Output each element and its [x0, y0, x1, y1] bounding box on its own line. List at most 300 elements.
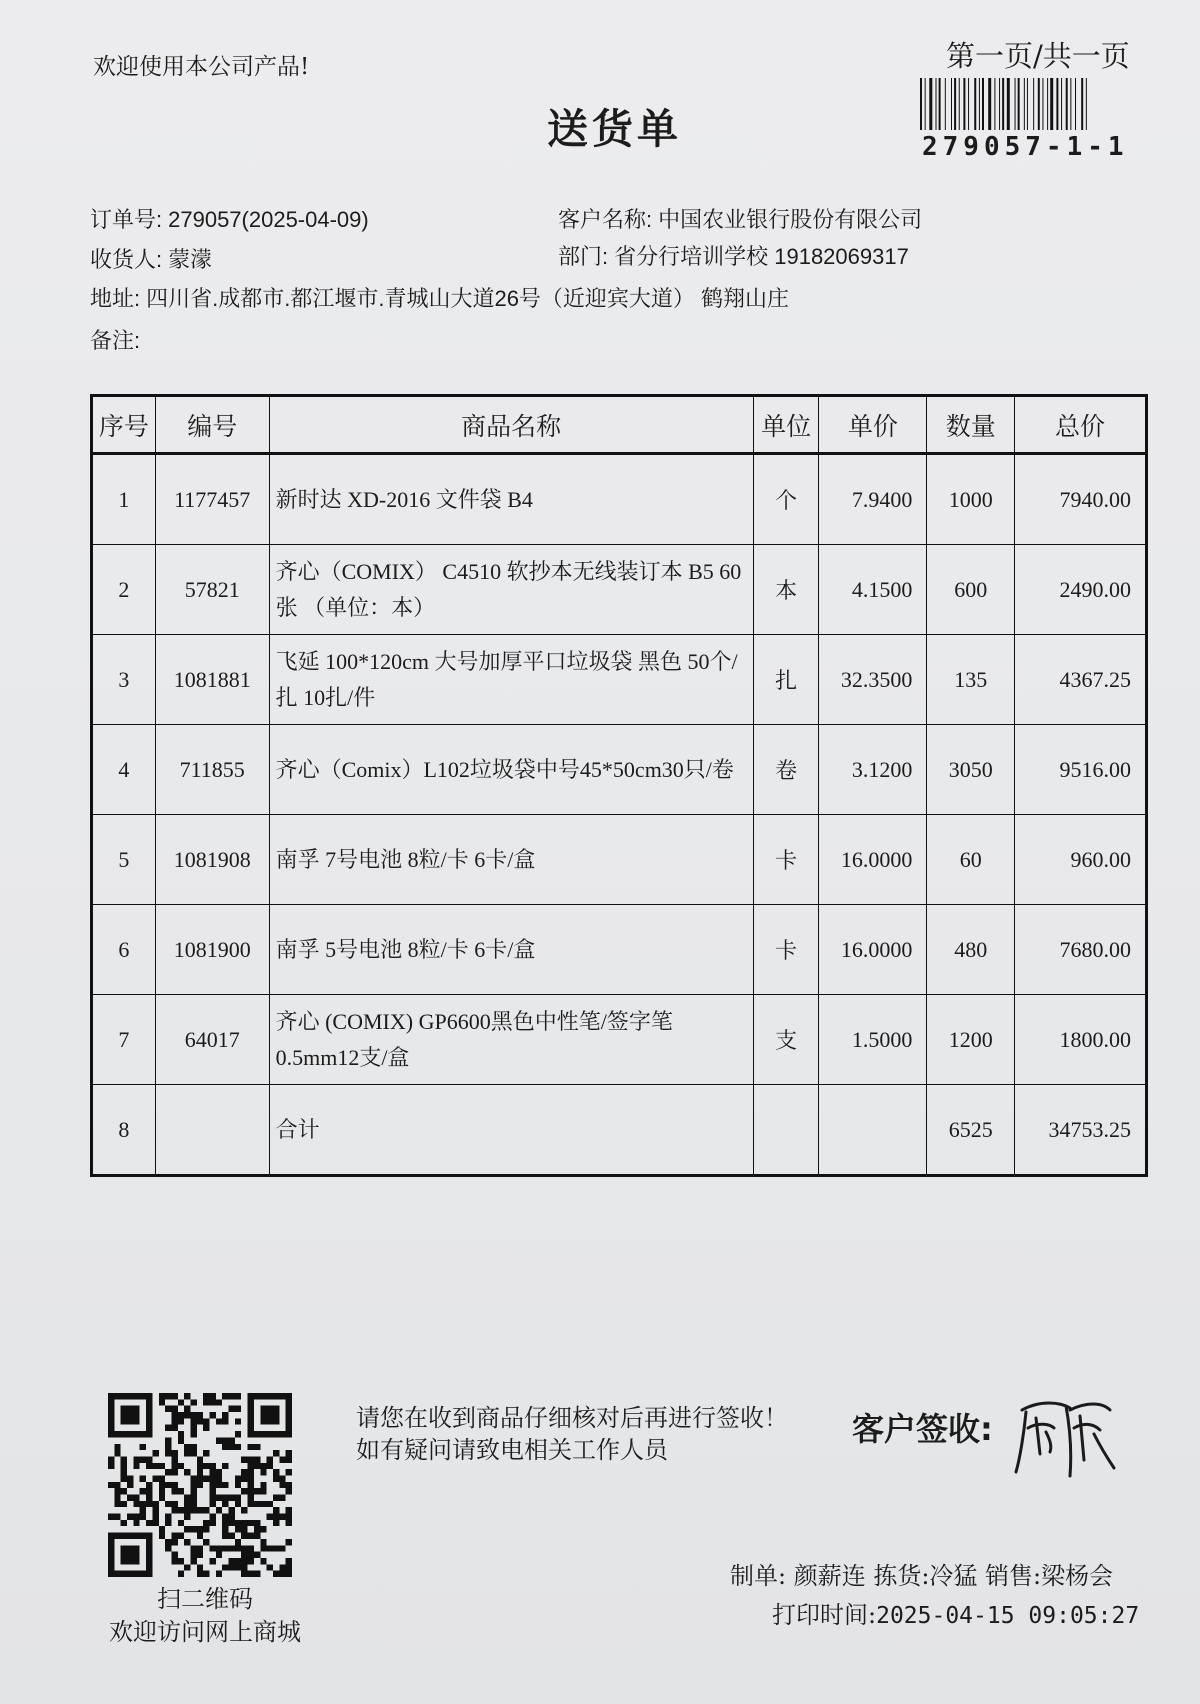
- qr-module: [146, 1533, 152, 1539]
- barcode-bar: [1024, 78, 1025, 130]
- staff-info: 制单: 颜薪连 拣货:冷猛 销售:梁杨会: [730, 1562, 1114, 1590]
- barcode-bar: [982, 78, 984, 130]
- col-header-code: 编号: [155, 396, 269, 454]
- cell-index: 8: [92, 1085, 156, 1176]
- qr-module: [146, 1463, 152, 1469]
- barcode-bar: [1038, 78, 1040, 130]
- qr-module: [222, 1393, 228, 1399]
- qr-module: [248, 1399, 254, 1405]
- qr-module: [273, 1393, 279, 1399]
- qr-module: [190, 1552, 196, 1558]
- qr-module: [216, 1571, 222, 1577]
- cell-unit-price: 16.0000: [819, 815, 927, 905]
- remark-label: 备注:: [90, 328, 141, 353]
- qr-module: [171, 1552, 177, 1558]
- qr-code: [108, 1393, 292, 1577]
- qr-module: [133, 1412, 139, 1418]
- cell-quantity: 135: [927, 635, 1015, 725]
- qr-module: [140, 1456, 146, 1462]
- qr-module: [114, 1571, 120, 1577]
- qr-module: [286, 1425, 292, 1431]
- cell-product: 飞延 100*120cm 大号加厚平口垃圾袋 黑色 50个/扎 10扎/件: [269, 635, 753, 725]
- qr-module: [222, 1501, 228, 1507]
- qr-module: [114, 1444, 120, 1450]
- qr-module: [108, 1514, 114, 1520]
- qr-module: [241, 1533, 247, 1539]
- table-total-row: [92, 1085, 1147, 1176]
- barcode-number: 279057-1-1: [922, 132, 1129, 162]
- qr-module: [267, 1545, 273, 1551]
- cell-index: 2: [92, 545, 156, 635]
- cell-product: 齐心（COMIX） C4510 软抄本无线装订本 B5 60张 （单位：本）: [269, 545, 753, 635]
- qr-module: [114, 1514, 120, 1520]
- qr-module: [152, 1501, 158, 1507]
- qr-module: [229, 1564, 235, 1570]
- qr-module: [203, 1475, 209, 1481]
- table-row: [92, 545, 1147, 635]
- cell-unit: 支: [753, 995, 819, 1085]
- qr-module: [121, 1488, 127, 1494]
- qr-module: [197, 1533, 203, 1539]
- qr-module: [133, 1558, 139, 1564]
- barcode-bar: [1007, 78, 1010, 130]
- qr-module: [146, 1558, 152, 1564]
- qr-module: [197, 1526, 203, 1532]
- qr-module: [267, 1463, 273, 1469]
- cell-unit: 卡: [753, 905, 819, 995]
- qr-module: [178, 1412, 184, 1418]
- qr-module: [286, 1558, 292, 1564]
- qr-module: [260, 1469, 266, 1475]
- qr-module: [260, 1406, 266, 1412]
- qr-module: [171, 1412, 177, 1418]
- qr-module: [273, 1475, 279, 1481]
- barcode-bar: [936, 78, 937, 130]
- qr-module: [108, 1482, 114, 1488]
- qr-module: [146, 1539, 152, 1545]
- barcode-bar: [1075, 78, 1076, 130]
- qr-module: [108, 1456, 114, 1462]
- qr-module: [146, 1488, 152, 1494]
- print-time-value: 2025-04-15 09:05:27: [876, 1603, 1140, 1629]
- barcode-bar: [1061, 78, 1062, 130]
- qr-module: [248, 1533, 254, 1539]
- qr-module: [184, 1514, 190, 1520]
- qr-module: [146, 1501, 152, 1507]
- barcode-bar: [920, 78, 922, 130]
- items-table: [90, 394, 1148, 1177]
- qr-module: [197, 1463, 203, 1469]
- page-indicator: 第一页/共一页: [946, 39, 1130, 73]
- qr-module: [121, 1393, 127, 1399]
- qr-module: [165, 1501, 171, 1507]
- qr-module: [267, 1456, 273, 1462]
- col-header-unit: 单位: [753, 396, 819, 454]
- qr-module: [286, 1564, 292, 1570]
- qr-module: [210, 1488, 216, 1494]
- qr-module: [216, 1399, 222, 1405]
- barcode-bar: [1027, 78, 1028, 130]
- qr-module: [203, 1526, 209, 1532]
- barcode-bar: [968, 78, 969, 130]
- barcode-bar: [999, 78, 1000, 130]
- barcode-bar: [954, 78, 956, 130]
- qr-module: [133, 1514, 139, 1520]
- qr-module: [127, 1393, 133, 1399]
- qr-module: [197, 1564, 203, 1570]
- cell-unit: 扎: [753, 635, 819, 725]
- qr-module: [273, 1431, 279, 1437]
- barcode-bar: [1070, 78, 1071, 130]
- qr-module: [184, 1539, 190, 1545]
- qr-module: [222, 1482, 228, 1488]
- qr-module: [171, 1418, 177, 1424]
- qr-module: [260, 1501, 266, 1507]
- qr-module: [235, 1501, 241, 1507]
- qr-module: [190, 1431, 196, 1437]
- qr-module: [108, 1545, 114, 1551]
- qr-module: [140, 1393, 146, 1399]
- qr-module: [190, 1545, 196, 1551]
- qr-module: [254, 1393, 260, 1399]
- qr-module: [146, 1406, 152, 1412]
- cell-code: [155, 1085, 269, 1176]
- qr-module: [254, 1552, 260, 1558]
- qr-caption: [100, 1583, 310, 1649]
- qr-module: [273, 1571, 279, 1577]
- qr-caption-line1: 扫二维码: [157, 1585, 253, 1613]
- qr-module: [260, 1558, 266, 1564]
- qr-module: [108, 1418, 114, 1424]
- qr-module: [210, 1520, 216, 1526]
- order-number-value: 279057(2025-04-09): [168, 207, 369, 232]
- table-row: [92, 815, 1147, 905]
- qr-module: [241, 1564, 247, 1570]
- qr-module: [279, 1545, 285, 1551]
- qr-module: [248, 1463, 254, 1469]
- cell-total-label: 合计: [269, 1085, 753, 1176]
- qr-module: [127, 1533, 133, 1539]
- qr-module: [203, 1463, 209, 1469]
- qr-module: [121, 1558, 127, 1564]
- barcode-bar: [1086, 78, 1087, 130]
- print-time-label: 打印时间:: [772, 1601, 877, 1629]
- cell-quantity: 600: [927, 545, 1015, 635]
- qr-module: [241, 1552, 247, 1558]
- qr-module: [146, 1418, 152, 1424]
- cell-unit-price: 16.0000: [819, 905, 927, 995]
- qr-module: [146, 1393, 152, 1399]
- qr-module: [108, 1399, 114, 1405]
- qr-module: [178, 1437, 184, 1443]
- qr-module: [260, 1482, 266, 1488]
- qr-module: [140, 1571, 146, 1577]
- qr-module: [241, 1488, 247, 1494]
- qr-module: [108, 1552, 114, 1558]
- qr-module: [127, 1514, 133, 1520]
- barcode-bar: [1050, 78, 1053, 130]
- receiver-label: 收货人:: [90, 247, 163, 272]
- qr-module: [235, 1418, 241, 1424]
- cell-unit-price: 7.9400: [819, 454, 927, 545]
- qr-module: [108, 1406, 114, 1412]
- qr-module: [146, 1431, 152, 1437]
- qr-module: [165, 1393, 171, 1399]
- qr-module: [171, 1501, 177, 1507]
- qr-module: [133, 1393, 139, 1399]
- qr-module: [133, 1418, 139, 1424]
- qr-module: [248, 1488, 254, 1494]
- customer-signature-label: 客户签收:: [852, 1410, 993, 1448]
- qr-module: [190, 1412, 196, 1418]
- qr-module: [133, 1495, 139, 1501]
- qr-module: [235, 1520, 241, 1526]
- qr-module: [286, 1431, 292, 1437]
- qr-module: [114, 1450, 120, 1456]
- receiver-value: 蒙濛: [168, 247, 213, 272]
- qr-module: [197, 1545, 203, 1551]
- qr-module: [121, 1533, 127, 1539]
- qr-module: [127, 1406, 133, 1412]
- qr-module: [210, 1469, 216, 1475]
- qr-module: [248, 1431, 254, 1437]
- barcode-bar: [939, 78, 941, 130]
- qr-module: [260, 1545, 266, 1551]
- qr-module: [260, 1488, 266, 1494]
- qr-module: [248, 1444, 254, 1450]
- qr-module: [108, 1425, 114, 1431]
- cell-code: 1081881: [155, 635, 269, 725]
- qr-module: [279, 1564, 285, 1570]
- qr-module: [229, 1444, 235, 1450]
- qr-module: [203, 1425, 209, 1431]
- qr-module: [248, 1456, 254, 1462]
- qr-module: [197, 1412, 203, 1418]
- qr-module: [273, 1495, 279, 1501]
- barcode-bar: [974, 78, 976, 130]
- qr-module: [171, 1539, 177, 1545]
- cell-unit-price: 3.1200: [819, 725, 927, 815]
- qr-module: [222, 1463, 228, 1469]
- qr-module: [178, 1520, 184, 1526]
- receiver-field: [90, 243, 212, 274]
- barcode-bar: [1015, 78, 1016, 130]
- qr-module: [121, 1406, 127, 1412]
- qr-module: [216, 1437, 222, 1443]
- qr-module: [127, 1495, 133, 1501]
- qr-module: [222, 1412, 228, 1418]
- qr-module: [114, 1501, 120, 1507]
- qr-module: [140, 1533, 146, 1539]
- qr-module: [254, 1463, 260, 1469]
- cell-quantity: 3050: [927, 725, 1015, 815]
- qr-module: [273, 1406, 279, 1412]
- barcode-bar: [1002, 78, 1004, 130]
- qr-module: [267, 1418, 273, 1424]
- qr-module: [216, 1482, 222, 1488]
- department-label: 部门:: [558, 244, 609, 269]
- qr-module: [235, 1431, 241, 1437]
- qr-module: [210, 1393, 216, 1399]
- qr-module: [140, 1507, 146, 1513]
- qr-module: [152, 1520, 158, 1526]
- cell-total: 7940.00: [1015, 454, 1147, 545]
- qr-module: [216, 1545, 222, 1551]
- order-number-label: 订单号:: [90, 207, 163, 232]
- cell-unit-price: 4.1500: [819, 545, 927, 635]
- cell-unit: [753, 1085, 819, 1176]
- cell-unit: 卷: [753, 725, 819, 815]
- qr-module: [241, 1456, 247, 1462]
- qr-module: [184, 1495, 190, 1501]
- qr-module: [203, 1571, 209, 1577]
- qr-module: [127, 1552, 133, 1558]
- qr-module: [171, 1488, 177, 1494]
- qr-module: [267, 1564, 273, 1570]
- qr-module: [159, 1482, 165, 1488]
- qr-module: [248, 1418, 254, 1424]
- table-header-row: [92, 396, 1147, 454]
- cell-grand-total: 34753.25: [1015, 1085, 1147, 1176]
- qr-module: [190, 1399, 196, 1405]
- qr-module: [133, 1431, 139, 1437]
- welcome-text: 欢迎使用本公司产品!: [93, 54, 310, 80]
- address-value: 四川省.成都市.都江堰市.青城山大道26号（近迎宾大道） 鹤翔山庄: [146, 286, 790, 311]
- qr-module: [222, 1444, 228, 1450]
- cell-code: 57821: [155, 545, 269, 635]
- customer-field: [558, 203, 922, 234]
- qr-module: [184, 1507, 190, 1513]
- department-value: 省分行培训学校 19182069317: [614, 244, 909, 269]
- qr-module: [254, 1444, 260, 1450]
- barcode-bar: [1042, 78, 1043, 130]
- cell-quantity: 1200: [927, 995, 1015, 1085]
- qr-module: [216, 1475, 222, 1481]
- qr-module: [197, 1418, 203, 1424]
- cell-code: 1081908: [155, 815, 269, 905]
- barcode-bar: [951, 78, 952, 130]
- qr-module: [241, 1571, 247, 1577]
- qr-module: [171, 1450, 177, 1456]
- qr-module: [267, 1431, 273, 1437]
- barcode-bar: [1047, 78, 1048, 130]
- customer-value: 中国农业银行股份有限公司: [658, 207, 923, 232]
- cell-unit: 卡: [753, 815, 819, 905]
- qr-module: [222, 1545, 228, 1551]
- qr-module: [248, 1425, 254, 1431]
- qr-module: [222, 1520, 228, 1526]
- qr-module: [222, 1564, 228, 1570]
- qr-module: [260, 1418, 266, 1424]
- qr-module: [190, 1488, 196, 1494]
- qr-module: [229, 1520, 235, 1526]
- qr-module: [165, 1482, 171, 1488]
- qr-module: [171, 1463, 177, 1469]
- qr-module: [121, 1469, 127, 1475]
- qr-module: [114, 1488, 120, 1494]
- qr-module: [248, 1520, 254, 1526]
- qr-module: [140, 1444, 146, 1450]
- qr-module: [241, 1526, 247, 1532]
- qr-module: [216, 1469, 222, 1475]
- qr-module: [254, 1488, 260, 1494]
- qr-module: [121, 1418, 127, 1424]
- qr-module: [171, 1507, 177, 1513]
- customer-label: 客户名称:: [558, 207, 653, 232]
- cell-total: 9516.00: [1015, 725, 1147, 815]
- qr-module: [146, 1520, 152, 1526]
- qr-module: [235, 1393, 241, 1399]
- qr-module: [190, 1526, 196, 1532]
- qr-module: [121, 1501, 127, 1507]
- qr-module: [216, 1507, 222, 1513]
- qr-module: [248, 1412, 254, 1418]
- cell-unit-price: 1.5000: [819, 995, 927, 1085]
- qr-module: [171, 1533, 177, 1539]
- qr-module: [127, 1418, 133, 1424]
- qr-module: [121, 1571, 127, 1577]
- qr-module: [229, 1514, 235, 1520]
- qr-module: [248, 1571, 254, 1577]
- qr-module: [184, 1406, 190, 1412]
- qr-module: [254, 1456, 260, 1462]
- barcode-bar: [988, 78, 991, 130]
- address-label: 地址:: [90, 286, 141, 311]
- qr-module: [203, 1507, 209, 1513]
- qr-module: [108, 1571, 114, 1577]
- qr-module: [286, 1418, 292, 1424]
- qr-module: [114, 1533, 120, 1539]
- cell-quantity: 60: [927, 815, 1015, 905]
- address-field: [90, 282, 789, 313]
- qr-module: [178, 1431, 184, 1437]
- qr-module: [178, 1418, 184, 1424]
- order-number-field: [90, 203, 369, 234]
- cell-product: 新时达 XD-2016 文件袋 B4: [269, 454, 753, 545]
- print-time: [772, 1595, 1139, 1630]
- qr-module: [184, 1450, 190, 1456]
- barcode-bar: [1066, 78, 1068, 130]
- barcode-bar: [979, 78, 980, 130]
- qr-module: [140, 1514, 146, 1520]
- qr-module: [165, 1545, 171, 1551]
- qr-module: [178, 1571, 184, 1577]
- barcode-bar: [1018, 78, 1020, 130]
- qr-module: [235, 1495, 241, 1501]
- qr-module: [286, 1514, 292, 1520]
- qr-module: [279, 1482, 285, 1488]
- qr-module: [108, 1393, 114, 1399]
- qr-module: [229, 1545, 235, 1551]
- qr-module: [267, 1393, 273, 1399]
- qr-module: [241, 1469, 247, 1475]
- qr-module: [279, 1514, 285, 1520]
- qr-module: [133, 1520, 139, 1526]
- qr-module: [203, 1418, 209, 1424]
- cell-product: 南孚 7号电池 8粒/卡 6卡/盒: [269, 815, 753, 905]
- qr-module: [286, 1393, 292, 1399]
- qr-module: [121, 1456, 127, 1462]
- qr-module: [279, 1393, 285, 1399]
- qr-module: [279, 1571, 285, 1577]
- qr-module: [267, 1501, 273, 1507]
- qr-module: [286, 1488, 292, 1494]
- cell-total: 2490.00: [1015, 545, 1147, 635]
- table-row: [92, 454, 1147, 545]
- qr-module: [146, 1456, 152, 1462]
- qr-module: [127, 1545, 133, 1551]
- qr-module: [229, 1558, 235, 1564]
